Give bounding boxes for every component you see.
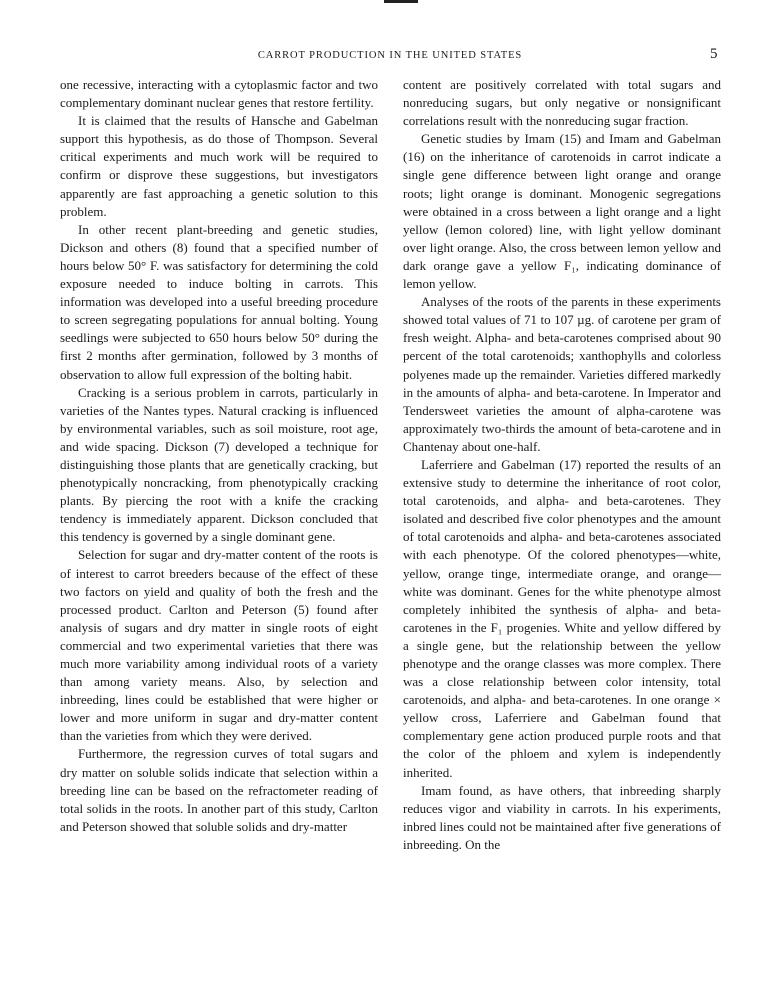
- paragraph: Genetic studies by Imam (15) and Imam and Gabelman (16) on the inheritance of carotenoids in carrot indicate a single gene difference between light orange and orange roots; light orange is dominant. Monogenic segregations were obtained in a cross between a light orange and a light yellow (lemon colored) line, with light yellow dominant over light orange. Also, the cross between lemon yellow and dark orange gave a yellow F₁, indicating dominance of lemon yellow.: [403, 131, 721, 292]
- paragraph: one recessive, interacting with a cytoplasmic factor and two complementary dominant nuclear genes that restore fertility.: [60, 77, 378, 111]
- page-number: 5: [710, 46, 718, 62]
- paragraph: It is claimed that the results of Hansche and Gabelman support this hypothesis, as do those of Thompson. Several critical experiments and much work will be required to confirm or disprove these suggestions, but investigators apparently are fast approaching a genetic solution to this problem.: [60, 113, 378, 219]
- paragraph: Cracking is a serious problem in carrots, particularly in varieties of the Nantes types. Natural cracking is influenced by environmental variables, such as soil moisture, root age, and wide spacing. Dickson (7) developed a technique for distinguishing those plants that are genetically cracking, but phenotypically noncracking, from phenotypically cracking plants. By piercing the root with a knife the cracking tendency is immediately apparent. Dickson concluded that this tendency is governed by a single dominant gene.: [60, 384, 378, 545]
- paragraph: Furthermore, the regression curves of total sugars and dry matter on soluble solids indicate that selection within a breeding line can be based on the refractometer reading of total solids in the roots. In another part of this study, Carlton and Peterson showed that soluble solids and dry-matter: [60, 746, 378, 834]
- paragraph: Laferriere and Gabelman (17) reported the results of an extensive study to determine the inheritance of root color, total carotenoids, and alpha- and beta-carotenes. They isolated and described five color phenotypes and the amount of total carotenoids and alpha- and beta-carotenes associated with each phenotype. Of the colored phenotypes—white, yellow, orange tinge, intermediate orange, and orange—white was dominant. Genes for the white phenotype almost completely inhibited the synthesis of alpha- and beta-carotenes in the F₁ progenies. White and yellow differed by a single gene, but the relationship between the yellow phenotype and the orange classes was more complex. There was a close relationship between color intensity, total carotenoids, and alpha- and beta-carotenes. In one orange × yellow cross, Laferriere and Gabelman found that complementary gene action produced purple roots and that the color of the phloem and xylem is independently inherited.: [403, 456, 721, 780]
- left-column: [60, 76, 378, 836]
- paragraph: In other recent plant-breeding and genetic studies, Dickson and others (8) found that a specified number of hours below 50° F. was satisfactory for determining the cold exposure needed to induce bolting in carrots. This information was developed into a useful breeding procedure to screen segregating populations for annual bolting. Young seedlings were subjected to 650 hours below 50° during the first 2 months after germination, followed by 3 months of observation to allow full expression of the bolting habit.: [60, 221, 378, 382]
- top-edge-mark: [384, 0, 418, 3]
- page-header: [0, 46, 773, 68]
- paragraph: Selection for sugar and dry-matter content of the roots is of interest to carrot breeders because of the effect of these two factors on yield and quality of both the fresh and the processed product. Carlton and Peterson (5) found after analysis of sugars and dry matter in single roots of eight commercial and two experimental varieties that there was much more variability among individual roots of a variety than among variety means. Also, by selection and inbreeding, lines could be established that were higher or lower and more uniform in sugar and dry-matter content than the varieties from which they were derived.: [60, 547, 378, 744]
- paragraph: content are positively correlated with total sugars and nonreducing sugars, but only negative or nonsignificant correlations result with the nonreducing sugar fraction.: [403, 77, 721, 129]
- paragraph: Imam found, as have others, that inbreeding sharply reduces vigor and viability in carrots. In his experiments, inbred lines could not be maintained after five generations of inbreeding. On the: [403, 782, 721, 852]
- paragraph: Analyses of the roots of the parents in these experiments showed total values of 71 to 107 µg. of carotene per gram of fresh weight. Alpha- and beta-carotenes comprised about 90 percent of the total carotenoids; xanthophylls and colorless polyenes made up the remainder. Varieties differed markedly in the amounts of alpha- and beta-carotene. In Imperator and Tendersweet varieties the amount of alpha-carotene was approximately two-thirds the amount of beta-carotene and in Chantenay about one-half.: [403, 294, 721, 454]
- running-head: CARROT PRODUCTION IN THE UNITED STATES: [257, 50, 523, 61]
- right-column: [403, 76, 721, 854]
